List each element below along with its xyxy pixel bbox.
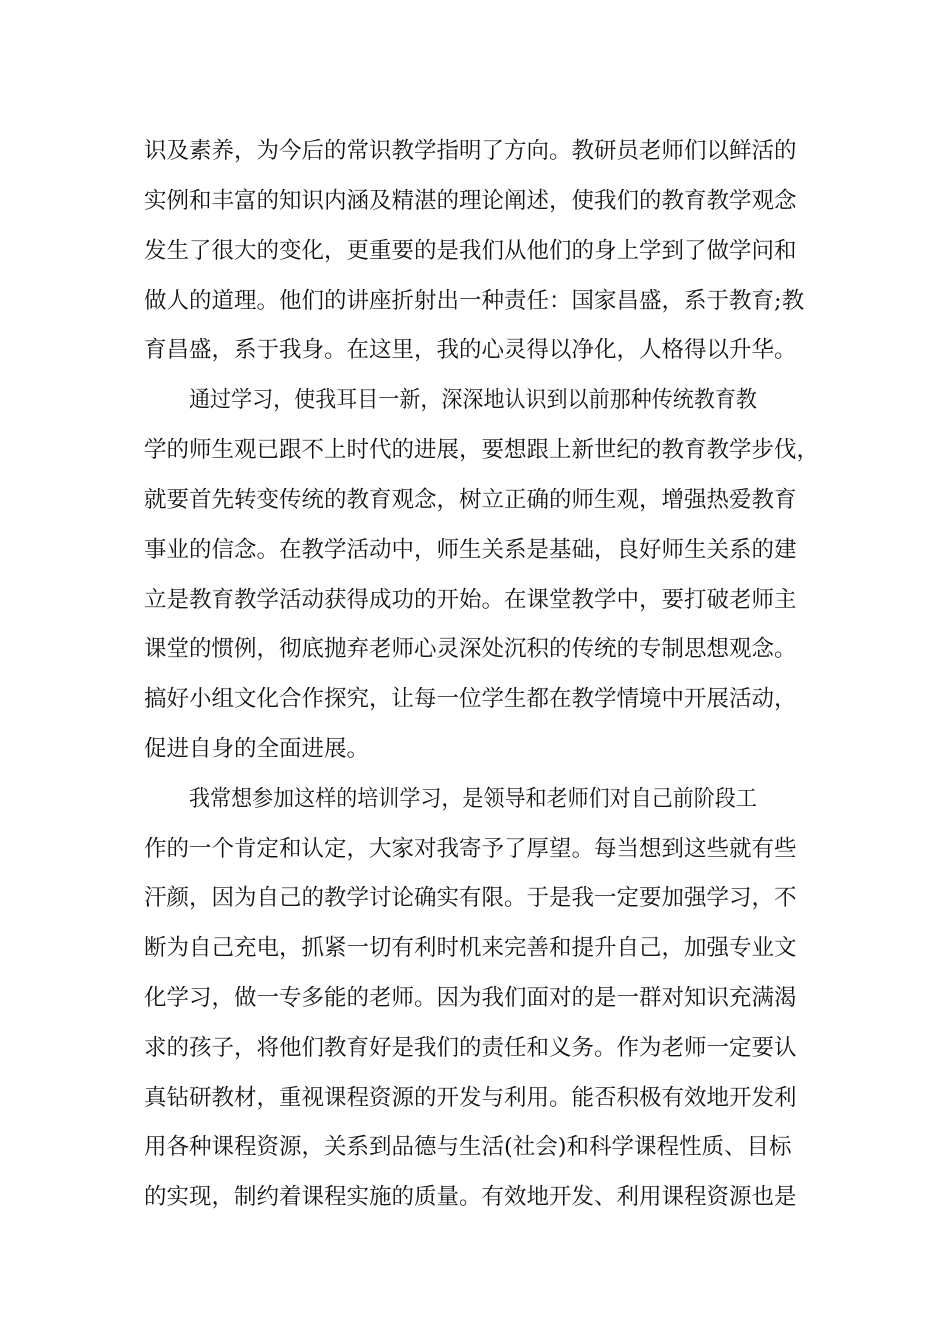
paragraph-first-line: 我常想参加这样的培训学习，是领导和老师们对自己前阶段工 xyxy=(189,786,757,812)
text-line: 真钻研教材，重视课程资源的开发与利用。能否积极有效地开发利 xyxy=(144,1085,797,1111)
text-line: 用各种课程资源，关系到品德与生活(社会)和科学课程性质、目标 xyxy=(144,1134,792,1160)
text-line: 立是教育教学活动获得成功的开始。在课堂教学中，要打破老师主 xyxy=(144,587,797,613)
text-line: 做人的道理。他们的讲座折射出一种责任：国家昌盛，系于教育;教 xyxy=(144,288,805,314)
text-line: 求的孩子，将他们教育好是我们的责任和义务。作为老师一定要认 xyxy=(144,1035,797,1061)
paragraph-first-line: 通过学习，使我耳目一新，深深地认识到以前那种传统教育教 xyxy=(189,387,757,413)
text-line: 的实现，制约着课程实施的质量。有效地开发、利用课程资源也是 xyxy=(144,1184,797,1210)
text-line: 化学习，做一专多能的老师。因为我们面对的是一群对知识充满渴 xyxy=(144,985,797,1011)
text-line: 实例和丰富的知识内涵及精湛的理论阐述，使我们的教育教学观念 xyxy=(144,188,797,214)
text-line: 搞好小组文化合作探究，让每一位学生都在教学情境中开展活动， xyxy=(144,686,797,712)
text-line: 汗颜，因为自己的教学讨论确实有限。于是我一定要加强学习，不 xyxy=(144,885,797,911)
text-line: 促进自身的全面进展。 xyxy=(144,736,370,762)
text-line: 断为自己充电，抓紧一切有利时机来完善和提升自己，加强专业文 xyxy=(144,935,797,961)
text-line: 课堂的惯例，彻底抛弃老师心灵深处沉积的传统的专制思想观念。 xyxy=(144,636,797,662)
text-line: 学的师生观已跟不上时代的进展，要想跟上新世纪的教育教学步伐， xyxy=(144,437,820,463)
text-line: 事业的信念。在教学活动中，师生关系是基础，良好师生关系的建 xyxy=(144,537,797,563)
text-line: 育昌盛，系于我身。在这里，我的心灵得以净化，人格得以升华。 xyxy=(144,337,797,363)
text-line: 识及素养，为今后的常识教学指明了方向。教研员老师们以鲜活的 xyxy=(144,138,797,164)
text-line: 作的一个肯定和认定，大家对我寄予了厚望。每当想到这些就有些 xyxy=(144,836,797,862)
text-line: 发生了很大的变化，更重要的是我们从他们的身上学到了做学问和 xyxy=(144,238,797,264)
text-line: 就要首先转变传统的教育观念，树立正确的师生观，增强热爱教育 xyxy=(144,487,797,513)
